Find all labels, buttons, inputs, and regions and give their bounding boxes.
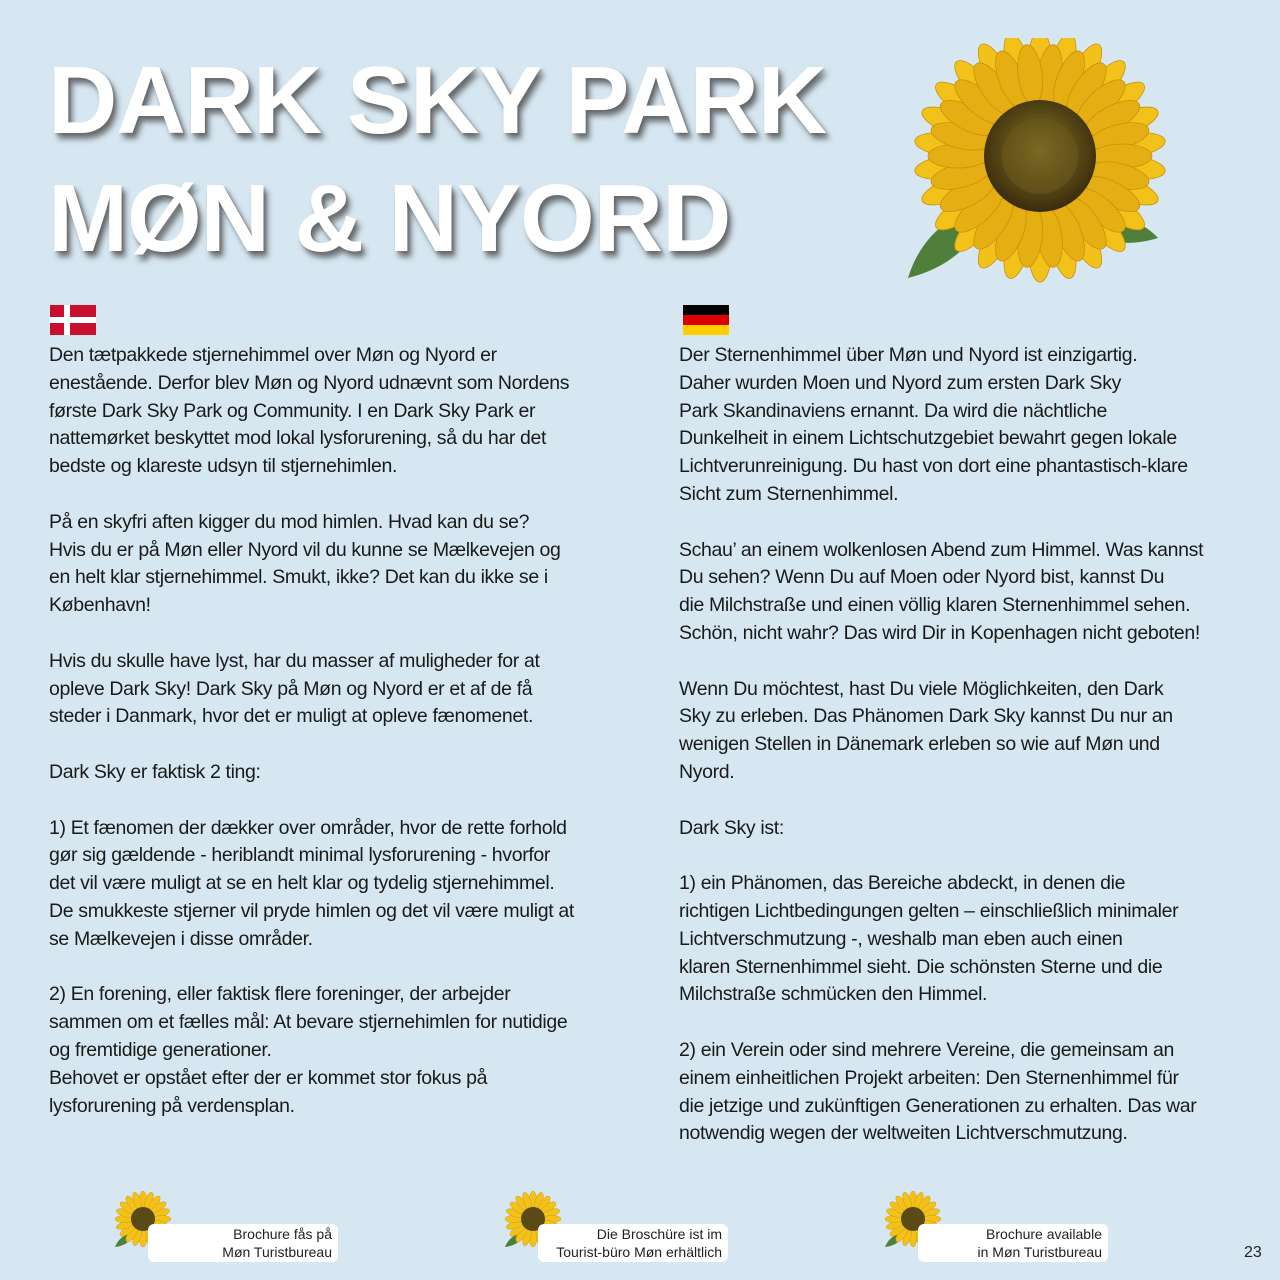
footer-note-german-text: Die Broschüre ist im Tourist-büro Møn erhältlich [538, 1224, 728, 1262]
danish-text-column [49, 342, 609, 1148]
page-number: 23 [1244, 1244, 1262, 1261]
page-title [48, 42, 826, 278]
title-line-1: DARK SKY PARK [48, 47, 827, 154]
title-line-2: MØN & NYORD [48, 165, 731, 272]
german-paragraph-4: Dark Sky ist: [679, 816, 784, 839]
danish-paragraph-5: 1) Et fænomen der dækker over områder, hvor de rette forhold gør sig gældende - heriblandt minimal lysforurening - hvorfor det vil være muligt at se en helt klar og tydelig stjernehimmel. De smukkeste stjerner vil pryde himlen og det vil være muligt at se Mælkevejen i disse områder. [49, 816, 574, 950]
danish-paragraph-4: Dark Sky er faktisk 2 ting: [49, 760, 261, 783]
danish-paragraph-6: 2) En forening, eller faktisk flere foreninger, der arbejder sammen om et fælles mål: At bevare stjernehimlen for nutidige og fremtidige generationer. Behovet er opstået efter der er kommet stor fokus på lysforurening på verdensplan. [49, 983, 568, 1117]
danish-flag-icon [50, 305, 96, 335]
sunflower-icon [900, 38, 1170, 283]
footer-note-danish-text: Brochure fås på Møn Turistbureau [148, 1224, 338, 1262]
german-paragraph-1: Der Sternenhimmel über Møn und Nyord ist einzigartig. Daher wurden Moen und Nyord zum ersten Dark Sky Park Skandinaviens ernannt. Da wird die nächtliche Dunkelheit in einem Lichtschutzgebiet bewahrt gegen lokale Lichtverunreinigung. Du hast von dort eine phantastisch-klare Sicht zum Sternenhimmel. [679, 344, 1188, 505]
danish-paragraph-2: På en skyfri aften kigger du mod himlen. Hvad kan du se? Hvis du er på Møn eller Nyord vil du kunne se Mælkevejen og en helt klar stjernehimmel. Smukt, ikke? Det kan du ikke se i København! [49, 510, 561, 617]
german-paragraph-2: Schau’ an einem wolkenlosen Abend zum Himmel. Was kannst Du sehen? Wenn Du auf Moen oder Nyord bist, kannst Du die Milchstraße und einen völlig klaren Sternenhimmel sehen. Schön, nicht wahr? Das wird Dir in Kopenhagen nicht geboten! [679, 538, 1204, 644]
danish-paragraph-1: Den tætpakkede stjernehimmel over Møn og Nyord er enestående. Derfor blev Møn og Nyord udnævnt som Nordens første Dark Sky Park og Community. I en Dark Sky Park er nattemørket beskyttet mod lokal lysforurening, så du har det bedste og klareste udsyn til stjernehimlen. [49, 344, 570, 478]
german-paragraph-6: 2) ein Verein oder sind mehrere Vereine, die gemeinsam an einem einheitlichen Projekt arbeiten: Den Sternenhimmel für die jetzige und zukünftigen Generationen zu erhalten. Das war notwendig wegen der weltweiten Lichtverschmutzung. [679, 1038, 1197, 1145]
footer-note-english-text: Brochure available in Møn Turistbureau [918, 1224, 1108, 1262]
danish-paragraph-3: Hvis du skulle have lyst, har du masser af muligheder for at opleve Dark Sky! Dark Sky på Møn og Nyord er et af de få steder i Danmark, hvor det er muligt at opleve fænomenet. [49, 649, 540, 728]
german-paragraph-3: Wenn Du möchtest, hast Du viele Möglichkeiten, den Dark Sky zu erleben. Das Phänomen Dark Sky kannst Du nur an wenigen Stellen in Dänemark erleben so wie auf Møn und Nyord. [679, 677, 1173, 783]
german-flag-icon [683, 305, 729, 335]
german-text-column [679, 342, 1239, 1176]
german-paragraph-5: 1) ein Phänomen, das Bereiche abdeckt, in denen die richtigen Lichtbedingungen gelten – einschließlich minimaler Lichtverschmutzung -, weshalb man eben auch einen klaren Sternenhimmel sieht. Die schönsten Sterne und die Milchstraße schmücken den Himmel. [679, 872, 1179, 1006]
